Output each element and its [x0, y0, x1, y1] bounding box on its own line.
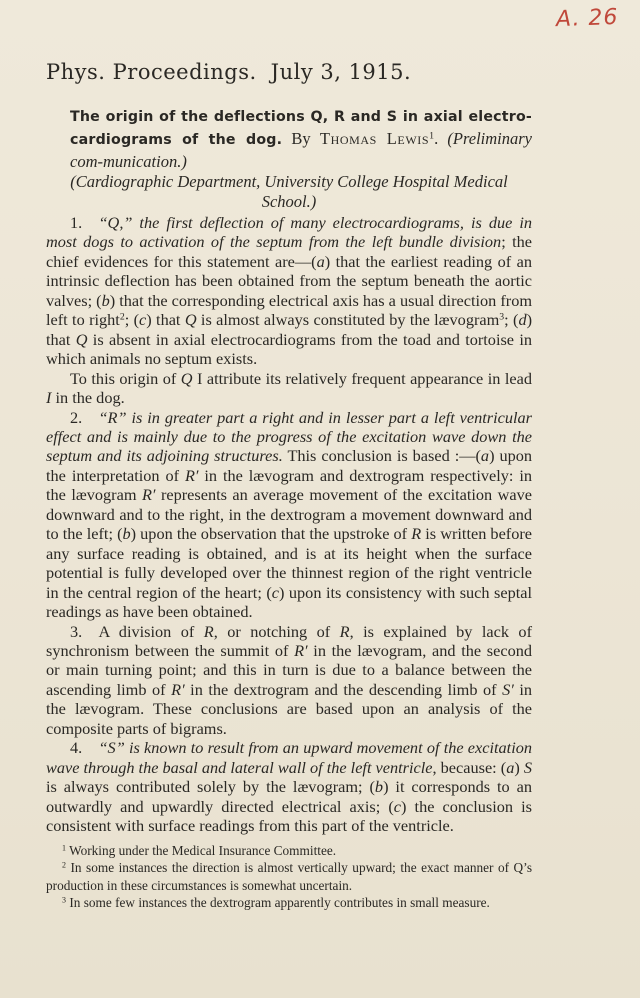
text-run: ; (	[124, 310, 140, 330]
text-run: , is explained by lack of synchronism between the summit of	[46, 621, 532, 660]
footnote-mark: 3	[62, 895, 66, 905]
text-run: Q	[180, 368, 193, 388]
text-run: b	[374, 777, 384, 797]
footnote-ref: 2	[119, 311, 125, 323]
text-run: R′	[294, 640, 308, 660]
text-run: This conclusion is based :—(	[282, 446, 481, 466]
footnote	[46, 842, 532, 859]
text-run: R′	[141, 485, 156, 505]
text-run: ) upon its consistency with such septal readings as have been obtained.	[46, 582, 532, 622]
text-run: I attribute its relatively frequent appearance in lead	[192, 368, 532, 388]
text-run: , because: (	[432, 757, 507, 777]
text-run: in the lævogram and dextrogram respectively: in the lævogram	[46, 465, 532, 505]
text-run: A division of	[98, 621, 204, 641]
text-run: in the dog.	[51, 388, 125, 408]
text-run: c	[139, 310, 147, 330]
text-run: a	[316, 251, 325, 271]
text-run: , or notching of	[213, 621, 340, 641]
text-run: ; (	[504, 310, 519, 330]
text-run: is always contributed solely by the lævogram; (	[46, 777, 375, 797]
running-head	[46, 60, 411, 84]
paragraph-number: 2.	[70, 407, 83, 427]
paragraph	[46, 213, 532, 369]
text-run: Q	[184, 310, 197, 330]
text-run: R	[339, 621, 350, 641]
text-run: a	[506, 757, 515, 777]
paragraph	[46, 369, 532, 408]
text-run: ) the conclusion is consistent with surface readings from this part of the ventricle.	[46, 796, 533, 836]
paragraph	[46, 738, 532, 835]
article-body	[46, 213, 532, 836]
text-run: ; the chief evidences for this statement are—(	[46, 232, 533, 271]
text-run: c	[271, 582, 279, 602]
text-run: in the lævogram. These conclusions are based upon an analysis of the composite parts of bigrams.	[46, 679, 532, 738]
text-run: b	[122, 524, 131, 544]
footnotes	[46, 842, 532, 911]
text-run: represents an average movement of the excitation wave downward and to the right, in the dextrogram a movement downward and to the left; (	[46, 485, 532, 544]
text-run: ) upon the interpretation of	[46, 446, 533, 485]
text-run: is almost always constituted by the lævogram	[196, 310, 500, 330]
text-run: is written before any surface reading is obtained, and is at its height when the surface potential is fully developed over the thinnest region of the right ventricle in the central region of the heart; (	[46, 524, 533, 602]
paragraph-number: 3.	[70, 621, 83, 641]
text-run: )	[514, 757, 524, 777]
paragraph	[46, 408, 532, 622]
footnote-ref: 3	[499, 311, 505, 323]
text-run: R′	[184, 465, 199, 485]
text-run: d	[518, 310, 527, 330]
footnote	[46, 859, 532, 894]
footnote	[46, 894, 532, 911]
text-run: a	[480, 446, 490, 466]
article-heading: The origin of the deflections Q, R and S in axial electro-cardiograms of the dog. By Thomas Lewis$^1$. (Preliminary com-munication.)	[70, 109, 533, 171]
text-run: “S” is known to result from an upward movement of the excitation wave through the basal and lateral wall of the left ventricle	[46, 738, 532, 777]
text-run: ) upon the observation that the upstroke of	[130, 524, 412, 544]
affiliation: (Cardiographic Department, University College Hospital Medical School.)	[70, 172, 508, 211]
byline-by: By	[291, 129, 311, 148]
text-run: b	[101, 290, 110, 310]
text-run: I	[46, 388, 52, 408]
text-run: “Q,” the first deflection of many electrocardiograms, is due in most dogs to activation of the septum from the left bundle division	[46, 213, 532, 252]
journal-name: Phys. Proceedings.	[46, 60, 257, 84]
text-run: c	[393, 796, 402, 816]
text-run: ) that the earliest reading of an intrinsic deflection has been obtained from the septum beneath the aortic valves; (	[46, 251, 533, 310]
handwritten-archive-mark: A. 26	[555, 4, 619, 33]
issue-date: July 3, 1915.	[270, 60, 412, 84]
footnote-mark: 1	[62, 843, 66, 853]
text-run: ) that	[46, 310, 533, 349]
footnote-text: In some instances the direction is almost vertically upward; the exact manner of Q’s production in these circumstances is somewhat uncertain.	[46, 860, 533, 893]
paragraph	[46, 622, 532, 739]
footnote-text: In some few instances the dextrogram apparently contributes in small measure.	[69, 894, 490, 910]
text-run: S	[523, 757, 532, 777]
paragraph-number: 1.	[70, 213, 83, 232]
text-run: Q	[75, 329, 88, 349]
text-run: ) it corresponds to an outwardly and upwardly directed electrical axis; (	[46, 777, 532, 816]
text-run: in the dextrogram and the descending limb of	[184, 679, 503, 699]
footnote-mark: 2	[62, 860, 66, 870]
article-designation: (Preliminary com-munication.)	[70, 129, 533, 171]
text-run: “R” is in greater part a right and in lesser part a left ventricular effect and is mainly due to the progress of the excitation wave down the septum and its adjoining structures.	[46, 407, 532, 466]
text-run: To this origin of	[70, 368, 181, 388]
text-run: R′	[171, 679, 185, 699]
text-run: ) that the corresponding electrical axis has a usual direction from left to right	[46, 290, 533, 330]
author-name: Thomas Lewis	[319, 129, 430, 148]
text-run: ) that	[146, 310, 185, 330]
text-run: R	[203, 621, 214, 641]
article-title: The origin of the deflections Q, R and S in axial electro-cardiograms of the dog.	[70, 109, 532, 148]
text-run: S′	[502, 679, 514, 699]
text-run: in the lævogram, and the second or main turning point; and this in turn is due to a balance between the ascending limb of	[46, 640, 532, 699]
paragraph-number: 4.	[70, 738, 83, 758]
text-run: R	[411, 524, 422, 544]
footnote-text: Working under the Medical Insurance Committee.	[69, 843, 337, 858]
text-run: is absent in axial electrocardiograms from the toad and tortoise in which animals no septum exists.	[46, 329, 533, 369]
author-footnote-mark: 1	[429, 130, 435, 142]
